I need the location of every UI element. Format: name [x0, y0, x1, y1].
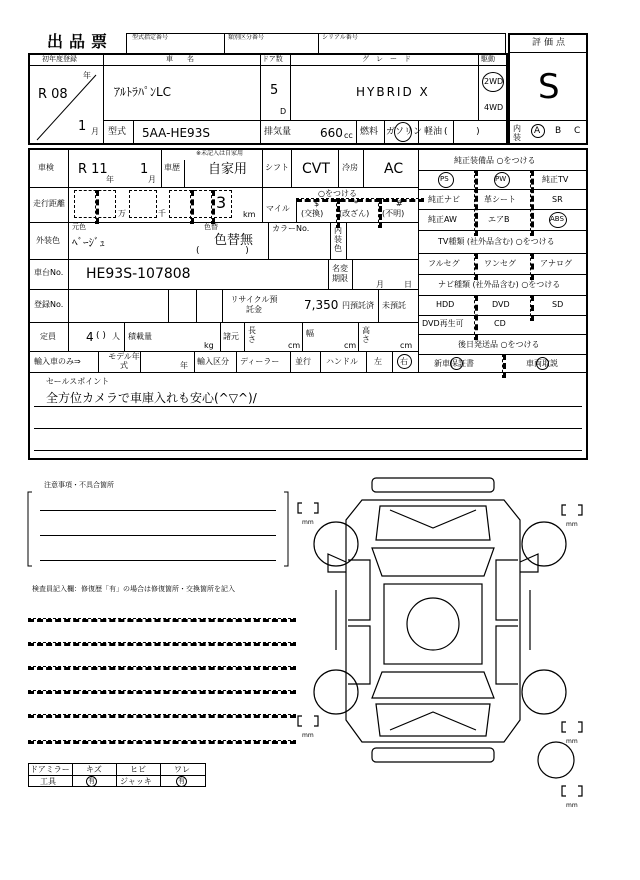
equip-airbag: エアB: [488, 215, 510, 224]
equip-sr: SR: [552, 195, 563, 204]
jack-mark: 有: [178, 777, 185, 785]
legend-crack: ヒビ: [130, 765, 146, 774]
handle-left: 左: [374, 357, 382, 366]
mileage-opt2: *: [354, 199, 358, 208]
model-year-label: モデル年式: [108, 352, 140, 370]
original-color-label: 元色: [72, 223, 86, 231]
equip-tv: 純正TV: [542, 175, 569, 184]
displacement-value: 660: [320, 126, 343, 140]
shift-label: シフト: [265, 163, 289, 172]
import-dealer: ディーラー: [240, 357, 280, 366]
first-reg-month: 1: [78, 119, 87, 134]
equip-leather: 革シート: [484, 195, 516, 204]
first-reg-month-unit: 月: [91, 127, 99, 136]
exterior-color-label: 外装色: [36, 236, 60, 245]
fuel-label: 燃料: [360, 127, 379, 137]
legend-scratch: キズ: [86, 765, 102, 774]
use-label: 車歴: [164, 163, 180, 172]
dims-label: 諸元: [223, 332, 239, 341]
inspector-note: 検査員記入欄：修復歴「有」の場合は修復箇所・交換箇所を記入: [32, 585, 235, 593]
displacement-label: 排気量: [264, 127, 292, 137]
tv-title: TV種類 (社外品含む) ○をつける: [438, 237, 555, 246]
capacity-paren: ( ): [96, 331, 106, 341]
grade-value: HYBRID X: [356, 85, 430, 99]
legend-break: ワレ: [174, 765, 190, 774]
title-change-month: 月: [376, 280, 384, 289]
recycle-label: リサイクル預託金: [230, 295, 278, 314]
mileage-circle-note: ○をつける: [318, 189, 357, 198]
mileage-value: 3: [216, 193, 227, 212]
type-designation-label: 型式指定番号: [132, 34, 169, 41]
color-number-label: カラーNo.: [272, 224, 310, 233]
displacement-unit: cc: [344, 131, 353, 140]
doors-value: 5: [270, 83, 279, 98]
use-note: ※未記入は自家用: [196, 150, 244, 157]
nav-dvd: DVD: [492, 300, 510, 309]
model-value: 5AA-HE93S: [142, 126, 210, 140]
car-name-label: 車名: [166, 55, 208, 63]
capacity-label: 定員: [40, 332, 56, 341]
nav-cd: CD: [494, 319, 506, 328]
tv-analog: アナログ: [540, 259, 572, 268]
equip-navi: 純正ナビ: [428, 195, 460, 204]
handle-right: 右: [400, 357, 408, 366]
length-unit: cm: [288, 341, 301, 350]
cooler-label: 冷房: [342, 163, 358, 172]
serial-number-label: シリアル番号: [322, 34, 358, 41]
inspection-era: R 11: [78, 162, 108, 177]
equip-pw: PW: [495, 175, 507, 183]
first-registration-label: 初年度登録: [42, 55, 77, 63]
equip-abs: ABS: [550, 215, 564, 223]
mileage-opt3-sub: (不明): [382, 209, 405, 218]
mileage-opt1-sub: (交換): [301, 209, 324, 218]
mileage-opt3: #: [396, 199, 403, 208]
interior-c: C: [574, 126, 581, 136]
width-label: 幅: [306, 329, 314, 338]
interior-b: B: [555, 126, 562, 136]
sales-point-label: セールスポイント: [46, 377, 110, 386]
chassis-number: HE93S-107808: [86, 266, 191, 282]
recycle-unit: 円預託済: [342, 301, 374, 310]
nav-title: ナビ種類 (社外品含む) ○をつける: [438, 280, 561, 289]
equip-aw: 純正AW: [428, 215, 457, 224]
interior-a: A: [534, 126, 541, 136]
form-title: 出品票: [47, 32, 114, 51]
drive-2wd: 2WD: [484, 77, 504, 86]
interior-label: 内装: [513, 124, 521, 142]
inspection-month-unit: 月: [148, 175, 156, 184]
later-manual: 車両取説: [526, 359, 558, 368]
legend-tool: 工具: [40, 777, 56, 786]
mileage-sen: 千: [158, 209, 166, 218]
model-label: 型式: [108, 127, 127, 137]
mileage-man: 万: [118, 209, 126, 218]
diesel-parens: ( ): [444, 127, 480, 137]
diesel-label: 軽油: [424, 127, 443, 137]
first-reg-era: R 08: [38, 87, 68, 102]
car-name: ｱﾙﾄﾗﾊﾟﾝLC: [114, 85, 172, 99]
evaluation-score: S: [538, 67, 560, 107]
use-value: 自家用: [208, 162, 248, 177]
equip-ps: PS: [440, 175, 449, 183]
not-deposited: 未預託: [382, 301, 406, 310]
load-unit: kg: [204, 341, 214, 350]
height-unit: cm: [400, 341, 413, 350]
capacity-unit: 人: [112, 332, 120, 341]
tool-mark: 有: [88, 777, 95, 785]
repaint-label: 色替: [204, 223, 218, 231]
mile-label: マイル: [266, 204, 290, 213]
later-warranty: 新車保証書: [434, 359, 474, 368]
inspection-month: 1: [140, 162, 149, 177]
cooler-value: AC: [384, 161, 404, 177]
height-label: 高さ: [362, 326, 370, 344]
nav-dvd-play: DVD再生可: [422, 319, 464, 328]
shift-value: CVT: [302, 161, 330, 177]
tv-fullseg: フルセグ: [428, 259, 460, 268]
repaint-value: 色替無: [214, 233, 254, 248]
title-change-label: 名変期限: [332, 264, 348, 283]
interior-color-label: 内装色: [334, 226, 342, 253]
load-label: 積載量: [128, 332, 152, 341]
title-change-day: 日: [404, 280, 412, 289]
mileage-opt1: $: [314, 199, 320, 208]
later-title: 後日発送品 ○をつける: [458, 340, 540, 349]
registration-label: 登録No.: [34, 300, 64, 309]
mileage-label: 走行距離: [33, 199, 65, 208]
mileage-unit: km: [243, 210, 256, 219]
length-label: 長さ: [248, 326, 256, 344]
first-reg-year-unit: 年: [83, 71, 91, 80]
import-parallel: 並行: [295, 357, 311, 366]
legend-jack: ジャッキ: [120, 777, 152, 786]
mm-spare: mm: [566, 802, 578, 809]
repaint-paren: ( ): [196, 246, 249, 256]
handle-label: ハンドル: [326, 357, 358, 366]
legend-mirror: ドアミラー: [30, 765, 70, 774]
capacity-value: 4: [86, 330, 94, 344]
mm-front-right: mm: [566, 521, 578, 528]
import-class-label: 輸入区分: [197, 357, 229, 366]
mm-rear-left: mm: [302, 732, 314, 739]
evaluation-label: 評価点: [532, 38, 569, 48]
tv-oneseg: ワンセグ: [484, 259, 516, 268]
equipment-title: 純正装備品 ○をつける: [454, 156, 536, 165]
nav-sd: SD: [552, 300, 564, 309]
model-year-unit: 年: [180, 361, 188, 370]
mm-front-left: mm: [302, 519, 314, 526]
category-number-label: 類別区分番号: [228, 34, 265, 41]
chassis-label: 車台No.: [34, 268, 64, 277]
nav-hdd: HDD: [436, 300, 455, 309]
mileage-opt2-sub: (改ざん): [339, 209, 370, 218]
fuel-value: ガソリン: [386, 127, 423, 137]
grade-label: グレード: [362, 55, 418, 63]
drive-4wd: 4WD: [484, 103, 504, 112]
notes-title: 注意事項・不具合箇所: [44, 481, 114, 489]
recycle-value: 7,350: [304, 298, 339, 312]
sales-point-text: 全方位カメラで車庫入れも安心(^▽^)/: [46, 391, 257, 405]
mm-rear-right: mm: [566, 738, 578, 745]
original-color: ﾍﾞｰｼﾞｭ: [72, 236, 105, 249]
drive-label: 駆動: [481, 55, 495, 63]
doors-suffix: D: [280, 107, 287, 116]
width-unit: cm: [344, 341, 357, 350]
doors-label: ドア数: [262, 55, 283, 63]
inspection-label: 車検: [38, 163, 54, 172]
import-label: 輸入車のみ⇒: [34, 357, 81, 366]
inspection-year-unit: 年: [106, 175, 114, 184]
